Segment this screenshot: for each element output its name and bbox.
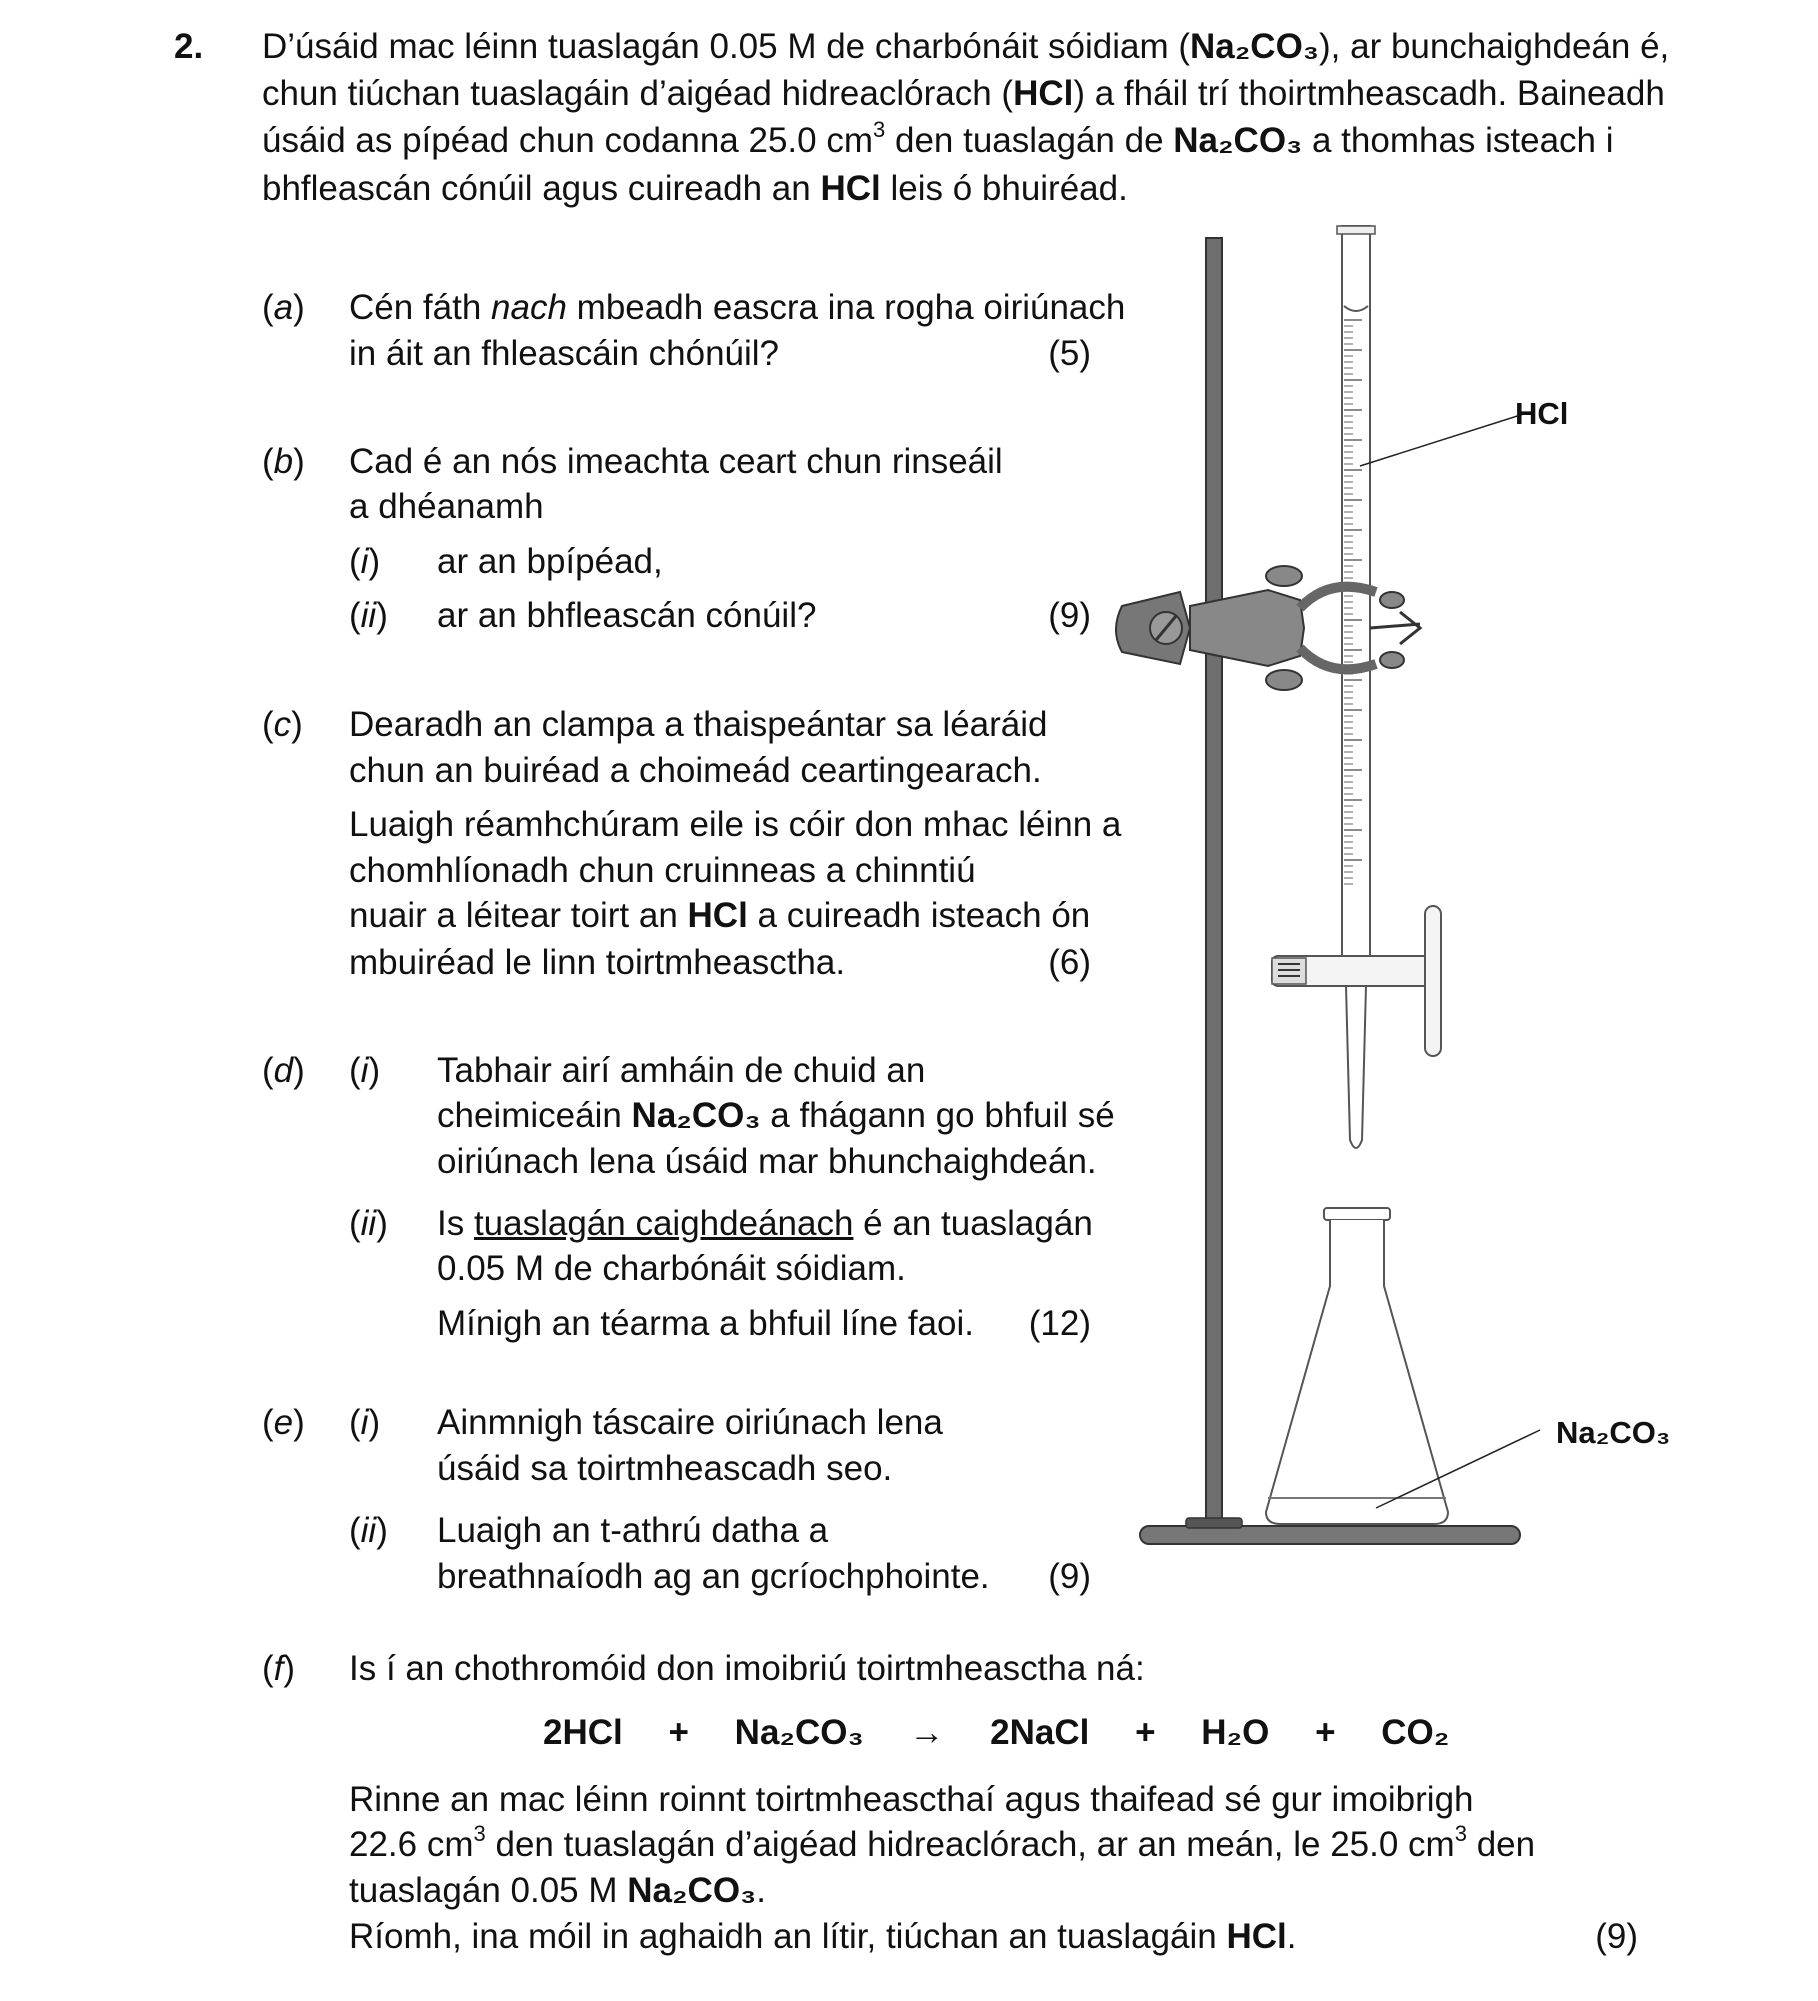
- intro-text: ) a fháil trí thoirtmheascadh. Baineadh: [1073, 74, 1665, 113]
- part-d-label: (d): [262, 1051, 305, 1090]
- formula-na2co3: Na₂CO₃: [631, 1096, 761, 1135]
- formula-hcl: HCl: [687, 896, 748, 935]
- text: Cén fáth: [349, 288, 492, 327]
- text: 22.6 cm: [349, 1825, 474, 1864]
- subpart-numeral: i: [360, 1051, 369, 1090]
- text: den: [1466, 1825, 1536, 1864]
- flask-rim: [1324, 1208, 1390, 1220]
- part-b-ii-text: ar an bhfleascán cónúil?: [437, 596, 817, 635]
- text: Ríomh, ina móil in aghaidh an lítir, tiúchan an tuaslagáin: [349, 1917, 1227, 1956]
- part-b-ii-label: (ii): [349, 596, 388, 635]
- part-b-i-text: ar an bpípéad,: [437, 542, 663, 581]
- text: den tuaslagán d’aigéad hidreaclórach, ar an meán, le 25.0 cm: [485, 1825, 1455, 1864]
- part-letter: d: [273, 1051, 294, 1090]
- part-e-ii-line-2: breathnaíodh ag an gcríochphointe.: [437, 1557, 990, 1596]
- plus-sign: +: [1315, 1713, 1336, 1752]
- text: a cuireadh isteach ón: [747, 896, 1091, 935]
- text: é an tuaslagán: [853, 1204, 1093, 1243]
- part-d-i-line-1: Tabhair airí amháin de chuid an: [437, 1051, 926, 1090]
- intro-text: chun tiúchan tuaslagáin d’aigéad hidreaclórach (: [262, 74, 1014, 113]
- diagram-label-na2co3: Na₂CO₃: [1556, 1415, 1671, 1450]
- stand-rod: [1206, 238, 1222, 1528]
- text: Is: [437, 1204, 474, 1243]
- product-h2o: H₂O: [1201, 1713, 1270, 1752]
- plus-sign: +: [1135, 1713, 1156, 1752]
- reactant-na2co3: Na₂CO₃: [734, 1713, 864, 1752]
- superscript: 3: [473, 1821, 486, 1847]
- superscript: 3: [873, 117, 886, 143]
- part-d-i-label: (i): [349, 1051, 381, 1090]
- subpart-numeral: ii: [360, 1204, 377, 1243]
- reactant-hcl: 2HCl: [543, 1713, 623, 1752]
- reaction-arrow: →: [909, 1713, 945, 1752]
- text: cheimiceáin: [437, 1096, 632, 1135]
- intro-text: den tuaslagán de: [885, 121, 1174, 160]
- part-c-line-6: mbuiréad le linn toirtmheasctha.: [349, 943, 846, 982]
- part-e-ii-label: (ii): [349, 1511, 388, 1550]
- diagram-label-hcl: HCl: [1515, 396, 1569, 431]
- question-number: 2.: [174, 27, 204, 66]
- part-letter: b: [273, 442, 294, 481]
- part-d-ii-line-3: Mínigh an téarma a bhfuil líne faoi.: [437, 1304, 974, 1343]
- plus-sign: +: [668, 1713, 689, 1752]
- intro-text: úsáid as pípéad chun codanna 25.0 cm: [262, 121, 873, 160]
- part-e-label: (e): [262, 1403, 305, 1442]
- intro-text: leis ó bhuiréad.: [880, 169, 1128, 208]
- part-e-marks: (9): [1048, 1557, 1091, 1596]
- superscript: 3: [1454, 1821, 1467, 1847]
- text: mbeadh eascra ina rogha oiriúnach: [566, 288, 1126, 327]
- part-letter: f: [273, 1649, 284, 1688]
- part-a-marks: (5): [1048, 334, 1091, 373]
- text: nuair a léitear toirt an: [349, 896, 688, 935]
- part-b-marks: (9): [1048, 596, 1091, 635]
- formula-na2co3: Na₂CO₃: [627, 1871, 757, 1910]
- formula-na2co3: Na₂CO₃: [1190, 27, 1319, 66]
- rod-foot: [1186, 1518, 1242, 1528]
- formula-na2co3: Na₂CO₃: [1173, 121, 1303, 160]
- formula-hcl: HCl: [1013, 74, 1074, 113]
- part-f-marks: (9): [1595, 1917, 1638, 1956]
- part-e-i-label: (i): [349, 1403, 381, 1442]
- part-e-i-line-2: úsáid sa toirtmheascadh seo.: [437, 1449, 893, 1488]
- part-c-line-1: Dearadh an clampa a thaispeántar sa léaráid: [349, 705, 1048, 744]
- product-co2: CO₂: [1381, 1713, 1450, 1752]
- part-b-label: (b): [262, 442, 305, 481]
- subpart-numeral: i: [360, 1403, 369, 1442]
- formula-hcl: HCl: [820, 169, 881, 208]
- stopcock-handle: [1425, 906, 1441, 1056]
- part-e-i-line-1: Ainmnigh táscaire oiriúnach lena: [437, 1403, 943, 1442]
- text: .: [756, 1871, 766, 1910]
- text: tuaslagán 0.05 M: [349, 1871, 628, 1910]
- subpart-numeral: i: [360, 542, 369, 581]
- part-c-line-3: Luaigh réamhchúram eile is cóir don mhac léinn a: [349, 805, 1122, 844]
- intro-text: ), ar bunchaighdeán é,: [1319, 27, 1670, 66]
- burette-clamp: [1116, 566, 1420, 690]
- emphasis: nach: [491, 288, 567, 327]
- part-f-label: (f): [262, 1649, 296, 1688]
- part-letter: a: [273, 288, 294, 327]
- text: a fhágann go bhfuil sé: [760, 1096, 1115, 1135]
- conical-flask: [1266, 1208, 1448, 1524]
- subpart-numeral: ii: [360, 596, 377, 635]
- intro-text: bhfleascán cónúil agus cuireadh an: [262, 169, 821, 208]
- part-d-marks: (12): [1028, 1304, 1091, 1343]
- part-letter: c: [273, 705, 292, 744]
- part-b-line-1: Cad é an nós imeachta ceart chun rinseáil: [349, 442, 1003, 481]
- intro-text: a thomhas isteach i: [1302, 121, 1614, 160]
- part-a-label: (a): [262, 288, 305, 327]
- part-letter: e: [273, 1403, 294, 1442]
- part-b-i-label: (i): [349, 542, 381, 581]
- formula-hcl: HCl: [1226, 1917, 1287, 1956]
- part-c-line-2: chun an buiréad a choimeád ceartingearach.: [349, 751, 1042, 790]
- part-d-ii-label: (ii): [349, 1204, 388, 1243]
- product-nacl: 2NaCl: [990, 1713, 1090, 1752]
- intro-text: D’úsáid mac léinn tuaslagán 0.05 M de charbónáit sóidiam (: [262, 27, 1191, 66]
- flask-body: [1266, 1220, 1448, 1524]
- part-b-line-2: a dhéanamh: [349, 487, 544, 526]
- burette-jet: [1346, 986, 1366, 1148]
- part-f-line-2: Rinne an mac léinn roinnt toirtmheascthaí agus thaifead sé gur imoibrigh: [349, 1780, 1474, 1819]
- part-c-marks: (6): [1048, 943, 1091, 982]
- part-d-i-line-3: oiriúnach lena úsáid mar bhunchaighdeán.: [437, 1142, 1097, 1181]
- part-a-line-2: in áit an fhleascáin chónúil?: [349, 334, 780, 373]
- subpart-numeral: ii: [360, 1511, 377, 1550]
- underlined-term: tuaslagán caighdeánach: [473, 1204, 854, 1243]
- hcl-leader-line: [1360, 412, 1530, 466]
- part-f-line-1: Is í an chothromóid don imoibriú toirtmheasctha ná:: [349, 1649, 1145, 1688]
- part-e-ii-line-1: Luaigh an t-athrú datha a: [437, 1511, 829, 1550]
- part-c-label: (c): [262, 705, 303, 744]
- part-d-ii-line-2: 0.05 M de charbónáit sóidiam.: [437, 1249, 906, 1288]
- part-c-line-4: chomhlíonadh chun cruinneas a chinntiú: [349, 851, 976, 890]
- burette-rim: [1337, 226, 1375, 234]
- text: .: [1286, 1917, 1297, 1956]
